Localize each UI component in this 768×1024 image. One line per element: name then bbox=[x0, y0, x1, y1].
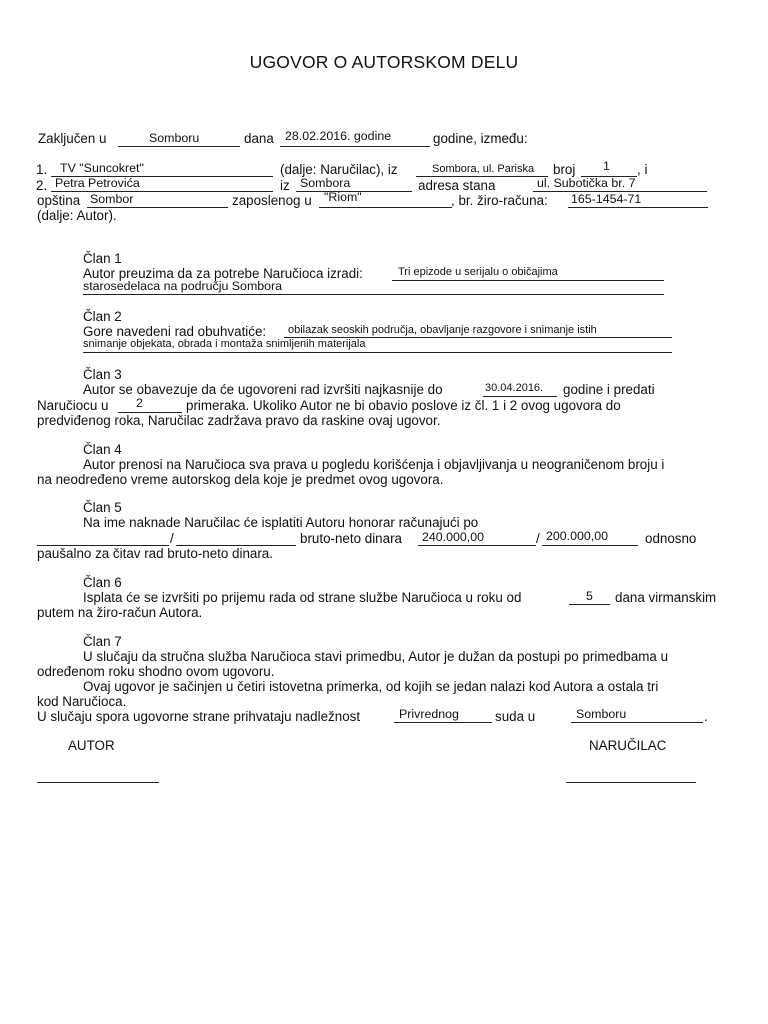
field-sud-mesto: Somboru bbox=[576, 707, 627, 721]
blank-line bbox=[51, 191, 273, 192]
party1-suffix: , i bbox=[637, 162, 648, 177]
blank-line bbox=[83, 294, 664, 295]
party2-adresa-label: adresa stana bbox=[418, 178, 496, 193]
blank-line bbox=[416, 176, 548, 177]
field-clan1-line1: Tri epizode u serijalu o običajima bbox=[398, 266, 558, 278]
blank-line bbox=[483, 396, 557, 397]
field-narucilac-address: Sombora, ul. Pariska bbox=[432, 163, 535, 175]
document-title: UGOVOR O AUTORSKOM DELU bbox=[249, 52, 519, 72]
clan3-line1-end: godine i predati bbox=[563, 382, 655, 397]
party1-number: 1. bbox=[36, 162, 48, 177]
blank-line bbox=[83, 352, 672, 353]
clan7-suda-label: suda u bbox=[495, 709, 536, 724]
clan4-line1: Autor prenosi na Naručioca sva prava u pogledu korišćenja i objavljivanja u neograničenom broju i bbox=[83, 457, 665, 472]
signature-narucilac-line bbox=[566, 782, 696, 783]
clan3-line2-end: primeraka. Ukoliko Autor ne bi obavio poslove iz čl. 1 i 2 ovog ugovora do bbox=[186, 398, 621, 413]
clan5-slash: / bbox=[170, 531, 174, 546]
intro-dana-label: dana bbox=[244, 131, 274, 146]
clan7-spor-start: U slučaju spora ugovorne strane prihvataju nadležnost bbox=[37, 709, 361, 724]
clan7-line2: određenom roku shodno ovom ugovoru. bbox=[37, 664, 275, 679]
clan7-heading: Član 7 bbox=[83, 634, 122, 649]
clan4-line2: na neodređeno vreme autorskog dela koje je predmet ovog ugovora. bbox=[37, 472, 444, 487]
field-narucilac-broj: 1 bbox=[603, 159, 610, 173]
signature-autor-label: AUTOR bbox=[68, 738, 115, 753]
blank-line bbox=[571, 722, 703, 723]
clan3-line1: Autor se obavezuje da će ugovoreni rad izvršiti najkasnije do bbox=[83, 382, 443, 397]
clan5-slash2: / bbox=[536, 531, 540, 546]
clan5-heading: Član 5 bbox=[83, 500, 122, 515]
blank-line bbox=[394, 722, 492, 723]
blank-line bbox=[118, 146, 240, 147]
clan2-heading: Član 2 bbox=[83, 309, 122, 324]
clan6-line2: putem na žiro-račun Autora. bbox=[37, 605, 203, 620]
clan5-bruto-label: bruto-neto dinara bbox=[300, 531, 402, 546]
field-primeraka: 2 bbox=[136, 396, 143, 410]
blank-line bbox=[418, 545, 536, 546]
field-clan2-line1: obilazak seoskih područja, obavljanje razgovore i snimanje istih bbox=[288, 324, 597, 336]
field-autor-name: Petra Petrovića bbox=[55, 176, 140, 190]
clan6-line1: Isplata će se izvršiti po prijemu rada od strane službe Naručioca u roku od bbox=[83, 590, 522, 605]
signature-narucilac-label: NARUČILAC bbox=[589, 738, 667, 753]
clan5-odnosno: odnosno bbox=[645, 531, 697, 546]
clan7-line3: Ovaj ugovor je sačinjen u četiri istovetna primerka, od kojih se jedan nalazi kod Autora a ostala tri bbox=[83, 679, 659, 694]
party2-zaposlen-label: zaposlenog u bbox=[232, 193, 312, 208]
blank-line bbox=[319, 207, 452, 208]
blank-line bbox=[280, 146, 430, 147]
party2-iz-label: iz bbox=[280, 178, 290, 193]
field-employer: "Riom" bbox=[324, 190, 362, 204]
clan1-text: Autor preuzima da za potrebe Naručioca izradi: bbox=[83, 266, 363, 281]
party1-broj-label: broj bbox=[553, 162, 576, 177]
signature-autor-line bbox=[37, 782, 159, 783]
clan5-line3: paušalno za čitav rad bruto-neto dinara. bbox=[37, 546, 273, 561]
field-iznos1: 240.000,00 bbox=[422, 530, 485, 544]
clan7-line4: kod Naručioca. bbox=[37, 694, 127, 709]
field-dana: 5 bbox=[586, 589, 593, 603]
blank-line bbox=[569, 604, 610, 605]
clan3-heading: Član 3 bbox=[83, 367, 122, 382]
blank-line bbox=[392, 280, 664, 281]
field-opstina: Sombor bbox=[90, 192, 134, 206]
party2-ziro-label: , br. žiro-računa: bbox=[451, 193, 548, 208]
field-datum: 28.02.2016. godine bbox=[285, 129, 392, 143]
blank-line bbox=[542, 545, 638, 546]
party2-dalje-autor: (dalje: Autor). bbox=[37, 208, 117, 223]
intro-godine-label: godine, između: bbox=[433, 131, 528, 146]
clan4-heading: Član 4 bbox=[83, 442, 122, 457]
field-rok: 30.04.2016. bbox=[485, 382, 544, 394]
clan1-heading: Član 1 bbox=[83, 251, 122, 266]
party2-number: 2. bbox=[36, 178, 48, 193]
field-autor-city: Sombora bbox=[300, 176, 351, 190]
field-sud: Privrednog bbox=[399, 707, 459, 721]
field-iznos2: 200.000,00 bbox=[546, 529, 609, 543]
field-narucilac-name: TV "Suncokret" bbox=[60, 161, 144, 175]
clan2-text: Gore navedeni rad obuhvatiće: bbox=[83, 324, 267, 339]
field-ziro: 165-1454-71 bbox=[571, 192, 642, 206]
field-clan2-line2: snimanje objekata, obrada i montaža snimljenih materijala bbox=[83, 338, 366, 350]
field-mesto: Somboru bbox=[149, 131, 200, 145]
party2-opstina-label: opština bbox=[37, 193, 81, 208]
clan6-heading: Član 6 bbox=[83, 575, 122, 590]
field-autor-street: ul. Subotička br. 7 bbox=[537, 176, 636, 190]
party1-dalje-label: (dalje: Naručilac), iz bbox=[280, 162, 398, 177]
clan7-period: . bbox=[704, 709, 708, 724]
clan5-line1: Na ime naknade Naručilac će isplatiti Autoru honorar računajući po bbox=[83, 515, 479, 530]
field-clan1-line2: starosedelaca na području Sombora bbox=[83, 279, 283, 293]
clan7-line1: U slučaju da stručna služba Naručioca stavi primedbu, Autor je dužan da postupi po primedbama u bbox=[83, 649, 669, 664]
clan3-line2-start: Naručiocu u bbox=[37, 398, 109, 413]
intro-zakljucen-label: Zaključen u bbox=[38, 131, 107, 146]
clan6-line1-end: dana virmanskim bbox=[615, 590, 717, 605]
clan3-line3: predviđenog roka, Naručilac zadržava pravo da raskine ovaj ugovor. bbox=[37, 413, 441, 428]
blank-line bbox=[568, 207, 708, 208]
